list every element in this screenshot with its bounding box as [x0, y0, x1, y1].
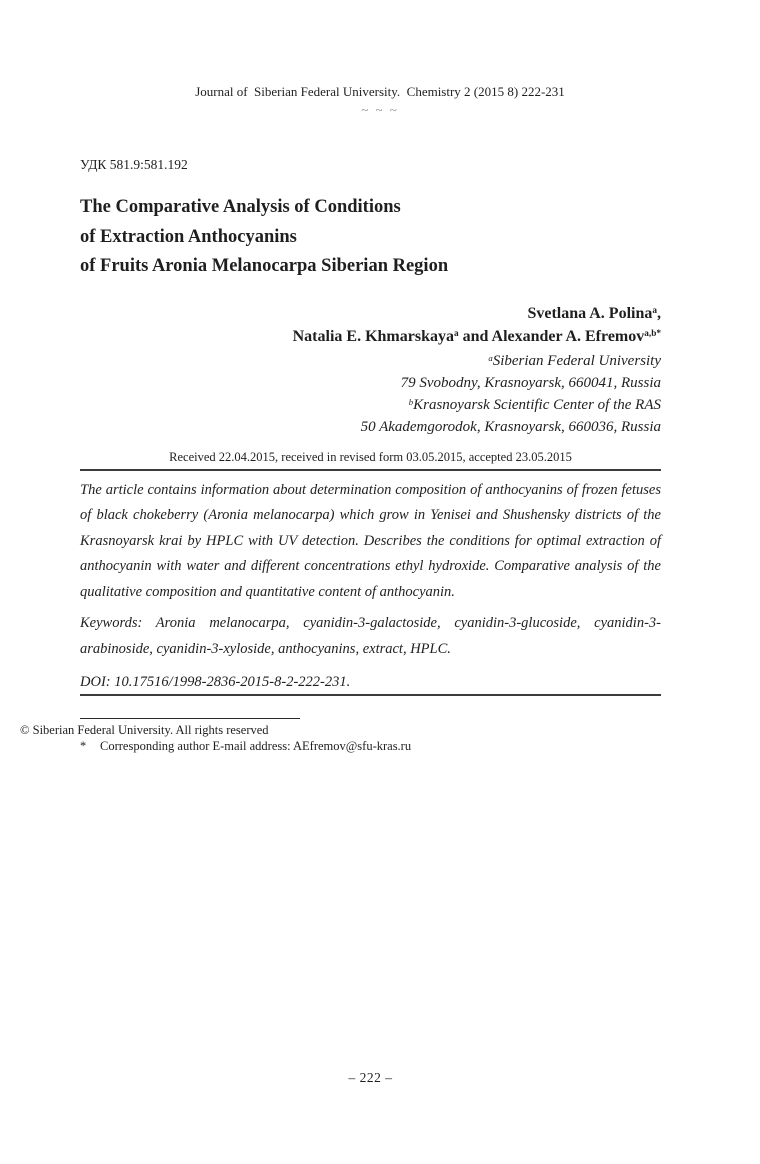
top-rule: [80, 469, 661, 471]
udk-code: УДК 581.9:581.192: [80, 157, 188, 172]
document-page: [0, 84, 760, 1164]
title-line-2: of Extraction Anthocyanins: [80, 226, 297, 247]
page-number: – 222 –: [348, 1070, 393, 1085]
affiliation-line-2: 79 Svobodny, Krasnoyarsk, 660041, Russia: [400, 374, 661, 391]
corresponding-author-line: [80, 739, 661, 754]
footnote-asterisk: *: [80, 739, 87, 753]
doi-text: DOI: 10.17516/1998-2836-2015-8-2-222-231.: [80, 674, 351, 690]
header-ornament: ~ ~ ~: [361, 102, 399, 117]
author-line-2: Natalia E. Khmarskaya$^a$ and Alexander A. Efremov$^{a,b*}$: [292, 327, 661, 345]
affiliation-block: [80, 350, 661, 438]
author-line-1: Svetlana A. Polina$^a$,: [527, 304, 661, 322]
affiliation-line-1: $^a$Siberian Federal University: [488, 352, 661, 369]
corresponding-author-text: Corresponding author E-mail address: AEfremov@sfu-kras.ru: [100, 739, 412, 753]
article-title: [80, 193, 661, 282]
footnote-separator-rule: [80, 718, 300, 719]
affiliation-line-3: $^b$Krasnoyarsk Scientific Center of the RAS: [408, 396, 661, 413]
keywords-text: Keywords: Aronia melanocarpa, cyanidin-3-galactoside, cyanidin-3-glucoside, cyanidin-3-arabinoside, cyanidin-3-xyloside, anthocyanins, extract, HPLC.: [80, 615, 661, 657]
abstract-text: The article contains information about determination composition of anthocyanins of frozen fetuses of black chokeberry (Aronia melanocarpa) which grow in Yenisei and Shushensky districts of the Krasnoyarsk krai by HPLC with UV detection. Describes the conditions for optimal extraction of anthocyanin with water and different concentrations ethyl hydroxide. Comparative analysis of the qualitative composition and quantitative content of anthocyanin.: [80, 481, 661, 600]
title-line-1: The Comparative Analysis of Conditions: [80, 197, 401, 217]
journal-header-line: Journal of Siberian Federal University. Chemistry 2 (2015 8) 222-231: [195, 84, 565, 99]
affiliation-line-4: 50 Akademgorodok, Krasnoyarsk, 660036, Russia: [360, 418, 661, 435]
received-line: Received 22.04.2015, received in revised form 03.05.2015, accepted 23.05.2015: [169, 449, 572, 464]
title-line-3: of Fruits Aronia Melanocarpa Siberian Region: [80, 256, 449, 276]
copyright-line: © Siberian Federal University. All rights reserved: [20, 723, 269, 737]
bottom-rule: [80, 694, 661, 696]
authors-block: [80, 302, 661, 348]
